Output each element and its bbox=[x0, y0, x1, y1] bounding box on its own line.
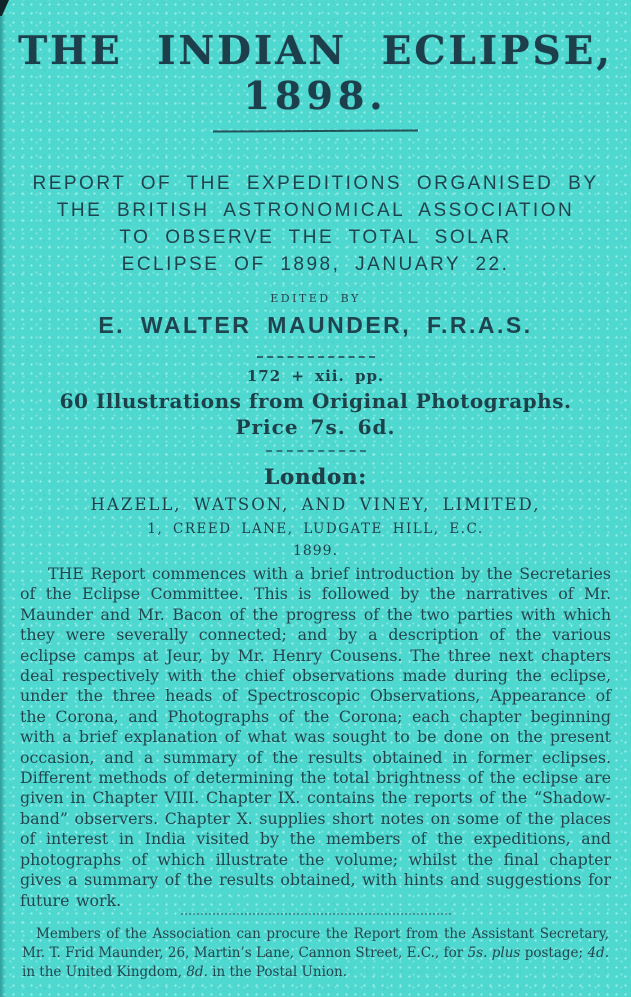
illustrations-note: 60 Illustrations from Original Photographs. bbox=[59, 389, 572, 413]
divider-rule-imprint bbox=[266, 450, 366, 452]
edited-by-label: EDITED BY bbox=[270, 292, 361, 305]
report-description: THE Report commences with a brief introduction by the Secretaries of the Eclipse Committee. This is followed by the narratives of Mr. Maunder and Mr. Bacon of the progress of the two parties with which they were severally connected; and by a description of the various eclipse camps at Jeur, by Mr. Henry Cousens. The three next chapters deal respectively with the chief observations made during the eclipse, under the three heads of Spectroscopic Observations, Appearance of the Corona, and Photographs of the Corona; each chapter beginning with a brief explanation of what was sought to be done on the present occasion, and a summary of the results obtained in former eclipses. Different methods of determining the total brightness of the eclipse are given in Chapter VIII. Chapter IX. contains the reports of the “Shadow-band” observers. Chapter X. supplies short notes on some of the places of interest in India visited by the members of the expeditions, and photographs of which illustrate the volume; whilst the final chapter gives a summary of the results obtained, with hints and suggestions for future work. bbox=[20, 564, 611, 910]
page-count: 172 + xii. pp. bbox=[246, 367, 385, 385]
page-title-line1: THE INDIAN ECLIPSE, bbox=[18, 28, 613, 74]
scan-edge-shadow bbox=[0, 0, 7, 997]
subtitle-line-3: TO OBSERVE THE TOTAL SOLAR bbox=[119, 227, 512, 248]
footer-note-segment: in the Postal Union. bbox=[207, 963, 348, 980]
report-subtitle bbox=[18, 170, 613, 278]
imprint-city: London: bbox=[264, 464, 367, 489]
scan-corner-mark bbox=[0, 0, 9, 16]
footer-note-segment: Members of the Association can procure the Report from the Assistant Secretary, Mr. T. Frid Maunder, 26, Martin’s Lane, Cannon Street, E.C., for bbox=[22, 925, 609, 961]
footer-note-segment-italic: 4d. bbox=[587, 944, 609, 961]
footer-note-segment-italic: 8d. bbox=[186, 963, 208, 980]
editor-name: E. WALTER MAUNDER, F.R.A.S. bbox=[98, 312, 533, 338]
footer-note-segment: postage; bbox=[520, 944, 588, 961]
footer-note-segment: in the United Kingdom, bbox=[22, 963, 187, 980]
imprint-address: 1, CREED LANE, LUDGATE HILL, E.C. bbox=[147, 521, 484, 537]
divider-rule-title bbox=[213, 129, 418, 132]
divider-rule-edition bbox=[257, 356, 375, 358]
imprint-year: 1899. bbox=[292, 543, 339, 559]
footer-note-segment-italic: 5s. plus bbox=[467, 944, 521, 961]
price-line: Price 7s. 6d. bbox=[235, 415, 396, 439]
divider-rule-footer bbox=[181, 913, 451, 915]
imprint-publisher: HAZELL, WATSON, AND VINEY, LIMITED, bbox=[90, 495, 541, 514]
footer-note bbox=[22, 925, 609, 982]
subtitle-line-1: REPORT OF THE EXPEDITIONS ORGANISED BY bbox=[32, 173, 599, 194]
subtitle-line-2: THE BRITISH ASTRONOMICAL ASSOCIATION bbox=[56, 200, 575, 221]
subtitle-line-4: ECLIPSE OF 1898, JANUARY 22. bbox=[121, 254, 510, 275]
page-title-line2: 1898. bbox=[243, 73, 388, 118]
